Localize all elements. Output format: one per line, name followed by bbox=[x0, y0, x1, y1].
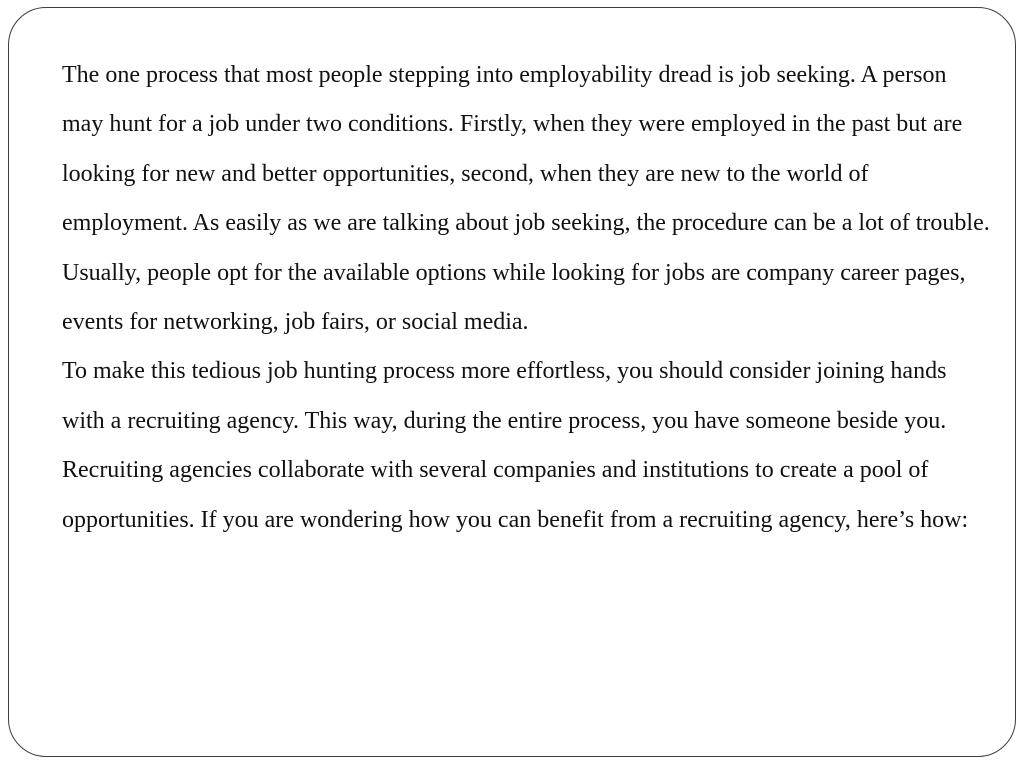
slide-body bbox=[62, 51, 992, 545]
paragraph-job-seeking-intro: The one process that most people stepping into employability dread is job seeking. A person may hunt for a job under two conditions. Firstly, when they were employed in the past but are looking for new and better opportunities, second, when they are new to the world of employment. As easily as we are talking about job seeking, the procedure can be a lot of trouble. Usually, people opt for the available options while looking for jobs are company career pages, events for networking, job fairs, or social media. bbox=[62, 62, 990, 336]
paragraph-recruiting-agency: To make this tedious job hunting process more effortless, you should consider joining hands with a recruiting agency. This way, during the entire process, you have someone beside you. Recruiting agencies collaborate with several companies and institutions to create a pool of opportunities. If you are wondering how you can benefit from a recruiting agency, here’s how: bbox=[62, 358, 969, 533]
slide-frame bbox=[8, 7, 1016, 757]
